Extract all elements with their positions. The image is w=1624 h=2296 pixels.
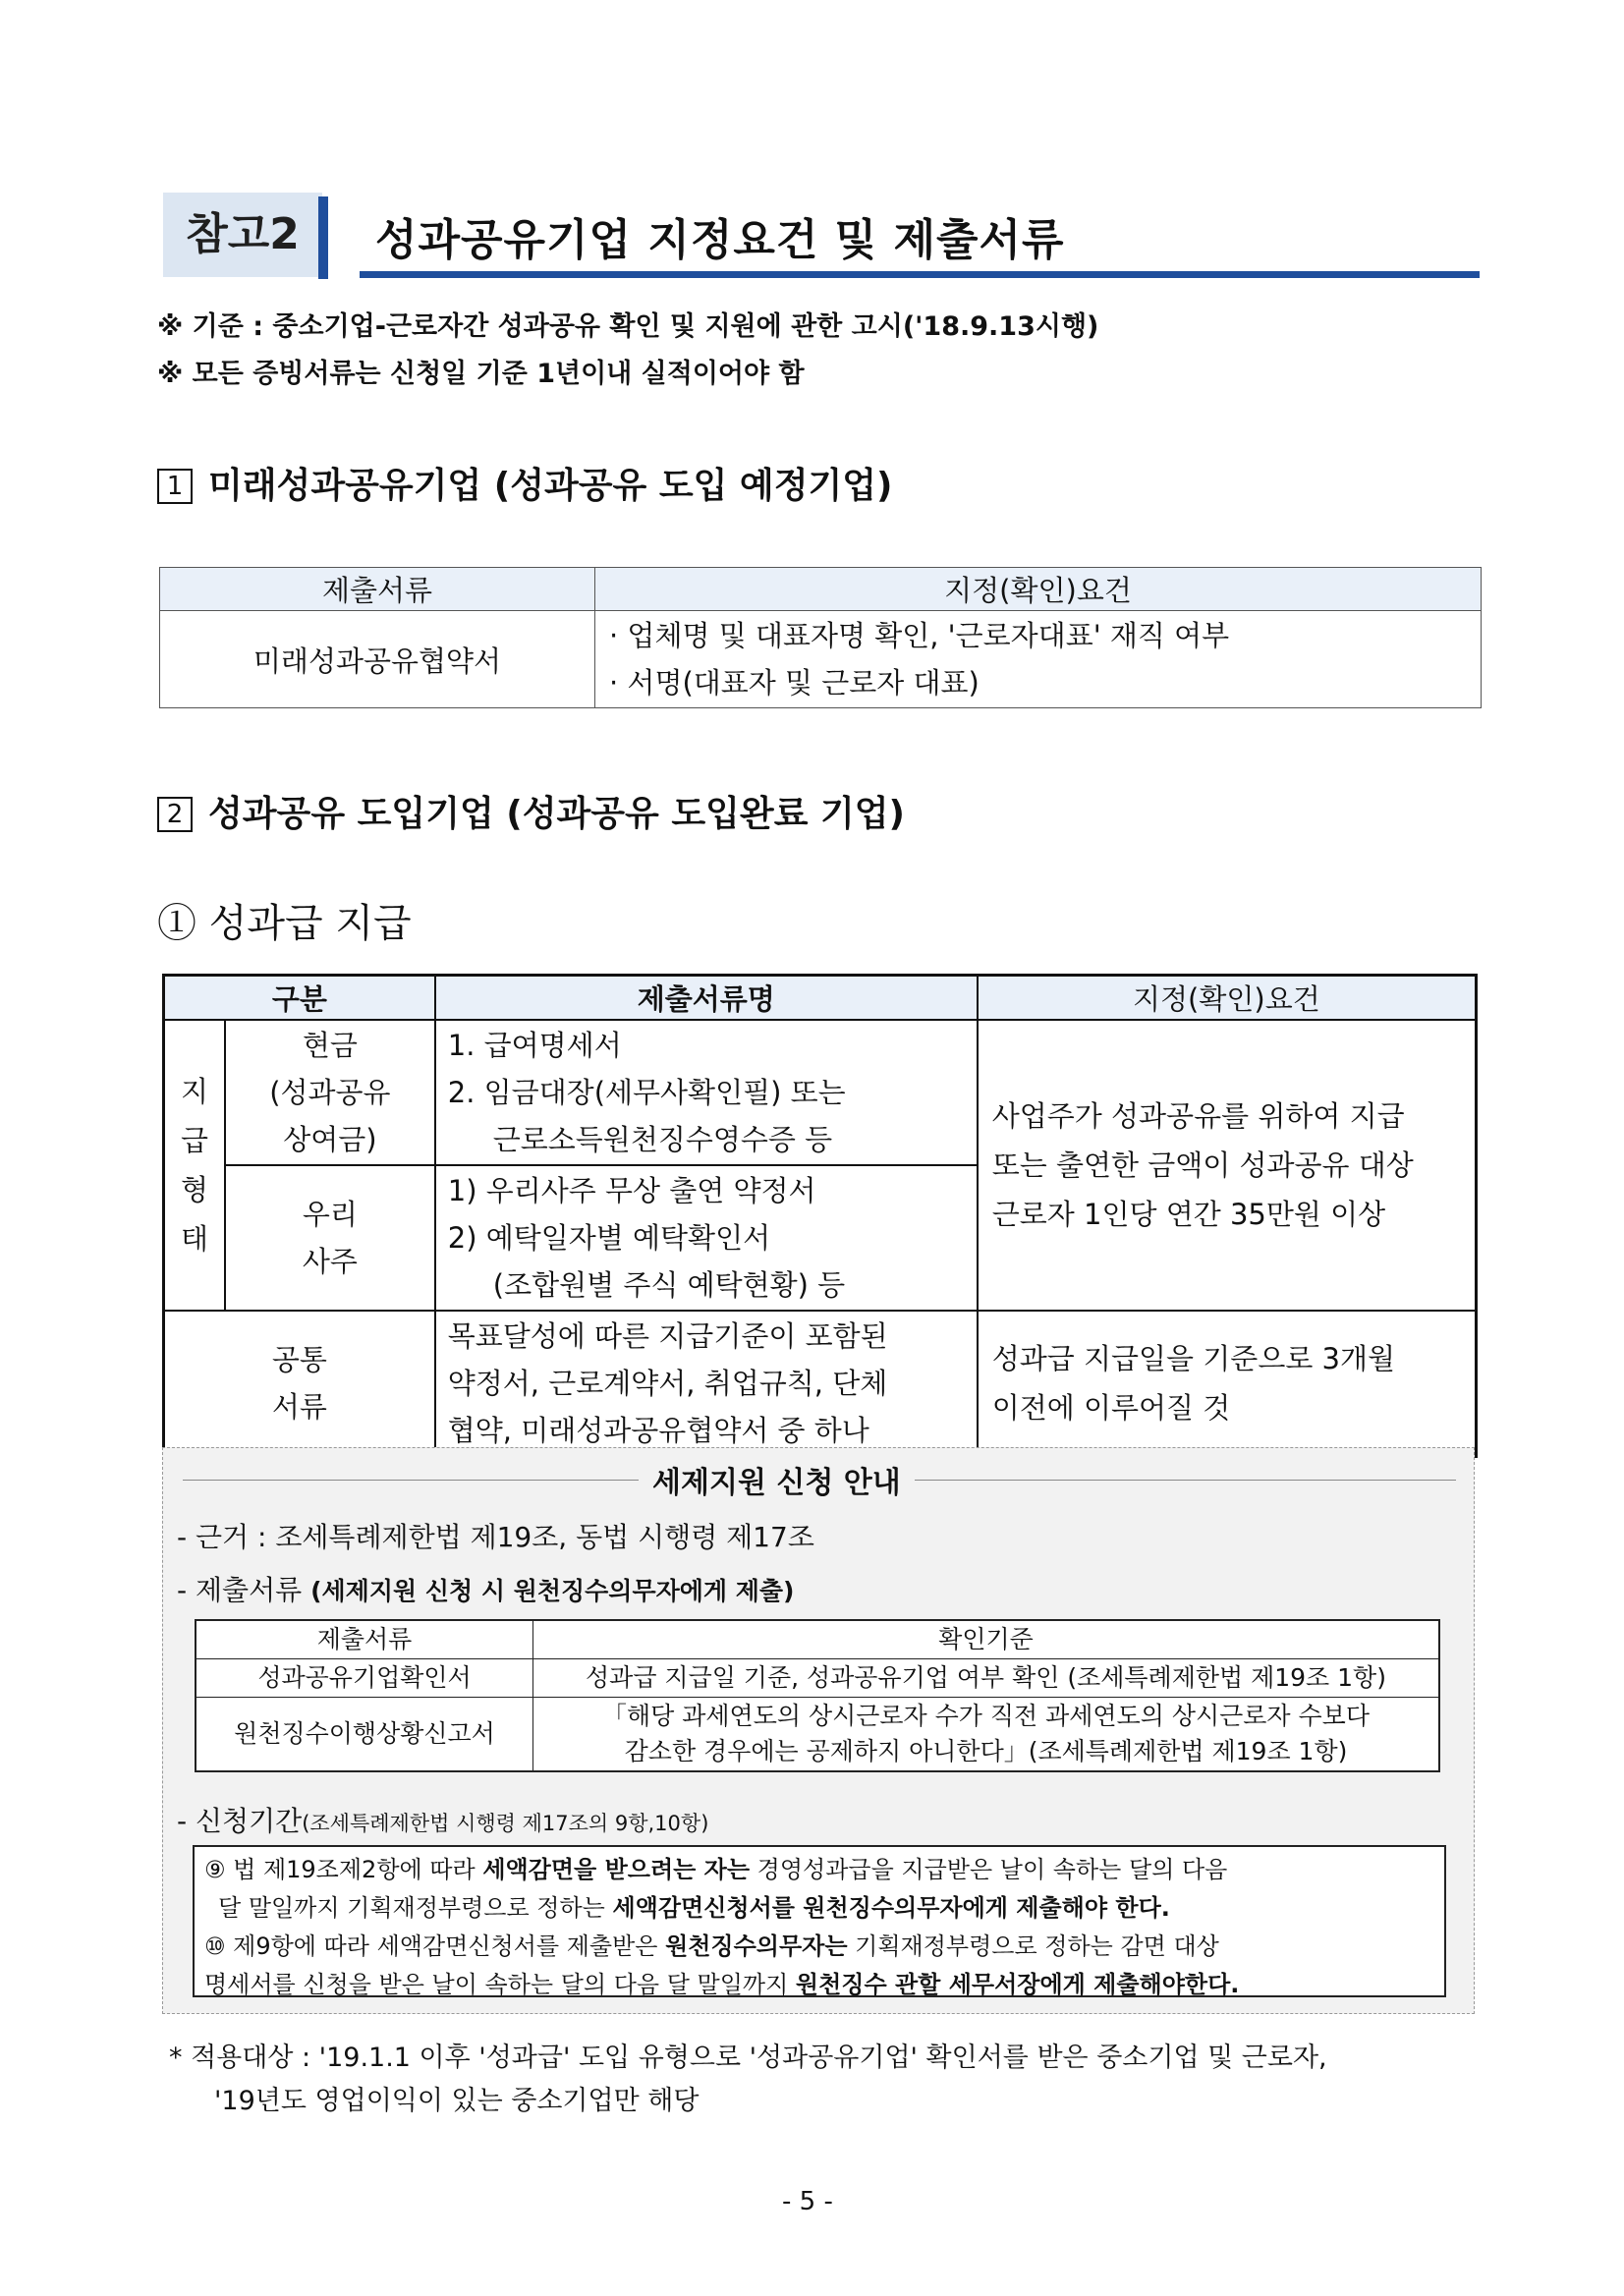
note-basis: ※ 기준 : 중소기업-근로자간 성과공유 확인 및 지원에 관한 고시('18.9.13시행) [157,311,1099,342]
tax-docs-heading [177,1569,794,1608]
col-header-docs: 제출서류 [196,1620,533,1659]
tax-docs-note: (세제지원 신청 시 원천징수의무자에게 제출) [310,1577,795,1605]
bonus-payment-table [162,974,1478,1458]
tax-doc-cell: 원천징수이행상황신고서 [196,1698,533,1772]
tax-period-note: (조세특례제한법 시행령 제17조의 9항,10항) [302,1812,709,1835]
title-underline [360,271,1480,278]
enforcement-decree-quote [193,1845,1446,1997]
doc-line: 1. 급여명세서 [447,1029,622,1062]
label-line: (성과공유 [269,1076,391,1109]
label-char: 급 [180,1124,208,1157]
criteria-line: 감소한 경우에는 공제하지 아니한다」(조세특례제한법 제19조 1항) [624,1737,1348,1765]
condition-line: 근로자 1인당 연간 35만원 이상 [991,1198,1386,1231]
common-label [164,1311,435,1457]
subsection-title: ① 성과급 지급 [157,901,412,946]
tax-docs-table [195,1619,1440,1772]
quote-line: 명세서를 신청을 받은 날이 속하는 달의 다음 달 말일까지 원천징수 관할 세무서장에게 제출해야한다. [204,1971,1240,1998]
col-header-docs: 제출서류명 [435,976,978,1021]
tax-support-title: 세제지원 신청 안내 [639,1458,915,1501]
tax-criteria-cell: 성과급 지급일 기준, 성과공유기업 여부 확인 (조세특례제한법 제19조 1항) [533,1659,1440,1698]
cash-label [225,1020,435,1165]
conditions-cell [595,611,1482,708]
section-2-heading [157,786,905,836]
tax-basis: - 근거 : 조세특례제한법 제19조, 동법 시행령 제17조 [177,1521,814,1553]
future-company-table [159,567,1482,708]
label-char: 태 [180,1222,208,1256]
stock-label [225,1165,435,1311]
label-line: 상여금) [283,1123,377,1156]
tax-docs-prefix: - 제출서류 [177,1574,303,1606]
doc-line: 목표달성에 따른 지급기준이 포함된 [447,1319,888,1353]
condition-line: 성과급 지급일을 기준으로 3개월 [991,1342,1396,1375]
section-number-box: 2 [157,797,193,832]
quote-line: 달 말일까지 기획재정부령으로 정하는 세액감면신청서를 원천징수의무자에게 제출해야 한다. [218,1894,1170,1922]
doc-line: 2) 예탁일자별 예탁확인서 [447,1221,771,1255]
note-evidence: ※ 모든 증빙서류는 신청일 기준 1년이내 실적이어야 함 [157,359,805,389]
col-header-criteria: 확인기준 [533,1620,1440,1659]
label-line: 공통 [271,1343,327,1376]
badge-divider [318,196,328,279]
doc-line: 협약, 미래성과공유협약서 중 하나 [447,1414,869,1447]
col-header-conditions: 지정(확인)요건 [978,976,1477,1021]
cash-docs [435,1020,978,1165]
doc-line: 약정서, 근로계약서, 취업규칙, 단체 [447,1367,888,1400]
doc-line: 근로소득원천징수영수증 등 [492,1123,833,1156]
section-1-heading [157,458,892,508]
condition-line: · 업체명 및 대표자명 확인, '근로자대표' 재직 여부 [609,619,1230,652]
section-number-box: 1 [157,469,193,504]
condition-line: 또는 출연한 금액이 성과공유 대상 [991,1148,1414,1182]
quote-line: ⑨ 법 제19조제2항에 따라 세액감면을 받으려는 자는 경영성과급을 지급받은 날이 속하는 달의 다음 [204,1856,1228,1883]
doc-line: (조합원별 주식 예탁현황) 등 [492,1268,846,1302]
section-1-title: 미래성과공유기업 (성과공유 도입 예정기업) [208,466,893,506]
tax-doc-cell: 성과공유기업확인서 [196,1659,533,1698]
tax-period-prefix: - 신청기간 [177,1805,303,1837]
col-header-category: 구분 [164,976,435,1021]
doc-line: 1) 우리사주 무상 출연 약정서 [447,1174,816,1207]
page-number: - 5 - [782,2187,833,2216]
reference-badge: 참고2 [163,193,322,277]
label-line: 우리 [302,1198,358,1231]
condition-line: 사업주가 성과공유를 위하여 지급 [991,1099,1405,1133]
common-condition [978,1311,1477,1457]
page-title: 성과공유기업 지정요건 및 제출서류 [375,215,1065,265]
label-line: 서류 [271,1390,327,1424]
col-header-conditions: 지정(확인)요건 [595,568,1482,611]
payment-condition [978,1020,1477,1311]
label-line: 현금 [302,1029,358,1062]
condition-line: · 서명(대표자 및 근로자 대표) [609,666,980,700]
tax-criteria-cell [533,1698,1440,1772]
payment-type-label [164,1020,226,1311]
doc-line: 2. 임금대장(세무사확인필) 또는 [447,1076,846,1109]
doc-cell: 미래성과공유협약서 [160,611,595,708]
common-docs [435,1311,978,1457]
footnote-line: '19년도 영업이익이 있는 중소기업만 해당 [214,2086,700,2116]
section-2-title: 성과공유 도입기업 (성과공유 도입완료 기업) [208,794,906,834]
label-line: 사주 [302,1245,358,1278]
stock-docs [435,1165,978,1311]
criteria-line: 「해당 과세연도의 상시근로자 수가 직전 과세연도의 상시근로자 수보다 [602,1702,1370,1730]
condition-line: 이전에 이루어질 것 [991,1391,1231,1425]
label-char: 형 [180,1173,208,1206]
quote-line: ⑩ 제9항에 따라 세액감면신청서를 제출받은 원천징수의무자는 기획재정부령으로 정하는 감면 대상 [204,1932,1219,1960]
footnote-line: * 적용대상 : '19.1.1 이후 '성과급' 도입 유형으로 '성과공유기업' 확인서를 받은 중소기업 및 근로자, [169,2043,1327,2073]
col-header-docs: 제출서류 [160,568,595,611]
tax-period-heading [177,1800,708,1839]
label-char: 지 [180,1075,208,1108]
